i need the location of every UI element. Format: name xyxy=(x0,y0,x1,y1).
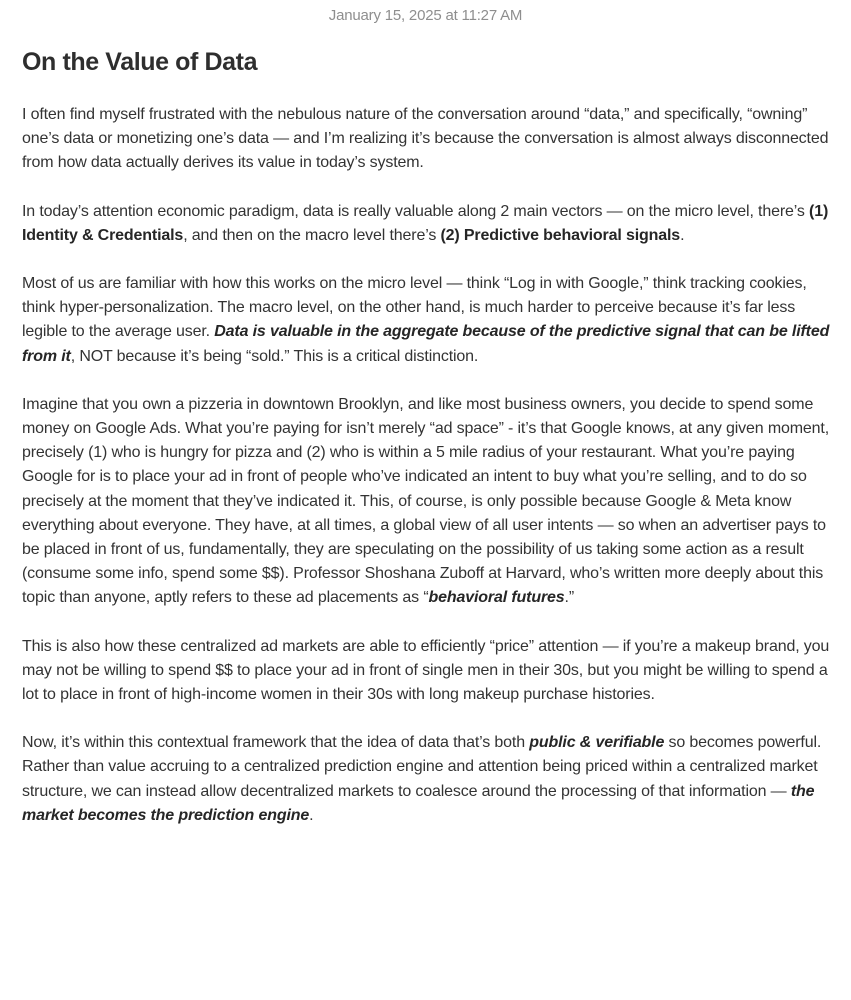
text-run: Most of us are familiar with how this works on the micro level — think “Log in with Google,” think tracking cookies, think hyper-personalization. The macro level, on the other hand, is much harder to perceive because it’s far less legible to the average user. xyxy=(22,275,807,341)
text-run: In today’s attention economic paradigm, data is really valuable along 2 main vectors — on the micro level, there’s xyxy=(22,202,810,220)
text-run: , NOT because it’s being “sold.” This is a critical distinction. xyxy=(70,347,479,365)
paragraph-intro xyxy=(22,103,837,176)
bold-italic-run: public & verifiable xyxy=(529,734,665,752)
bold-italic-run: the market becomes the prediction engine xyxy=(22,782,815,824)
note-title[interactable]: On the Value of Data xyxy=(22,48,258,76)
paragraph-micro-macro xyxy=(22,272,837,369)
bold-run: (1) Identity & Credentials xyxy=(22,202,829,244)
bold-italic-run: Data is valuable in the aggregate because of the predictive signal that can be lifted from it xyxy=(22,323,830,365)
text-run: . xyxy=(309,806,314,824)
text-run: Now, it’s within this contextual framework that the idea of data that’s both xyxy=(22,734,530,752)
note-date: January 15, 2025 at 11:27 AM xyxy=(328,7,523,24)
paragraph-pizzeria xyxy=(22,393,837,611)
text-run: , and then on the macro level there’s xyxy=(183,226,441,244)
text-run: I often find myself frustrated with the nebulous nature of the conversation around “data,” and specifically, “owning” one’s data or monetizing one’s data — and I’m realizing it’s because the conversation is almost always disconnected from how data actually derives its value in today’s system. xyxy=(22,106,829,172)
text-run: . xyxy=(680,226,685,244)
note-body[interactable] xyxy=(22,103,837,828)
bold-run: (2) Predictive behavioral signals xyxy=(440,226,681,244)
text-run: .” xyxy=(564,589,575,607)
text-run: This is also how these centralized ad markets are able to efficiently “price” attention — if you’re a makeup brand, you may not be willing to spend $$ to place your ad in front of single men in their 30s, but you might be willing to spend a lot to place in front of high-income women in their 30s with long makeup purchase histories. xyxy=(22,637,830,704)
paragraph-vectors xyxy=(22,200,837,248)
paragraph-pricing xyxy=(22,635,837,708)
text-run: so becomes powerful. Rather than value accruing to a centralized prediction engine and attention being priced within a centralized market structure, we can instead allow decentralized markets to coalesce around the processing of that information — xyxy=(22,734,822,800)
paragraph-conclusion xyxy=(22,731,837,828)
bold-italic-run: behavioral futures xyxy=(428,589,565,607)
text-run: Imagine that you own a pizzeria in downtown Brooklyn, and like most business owners, you decide to spend some money on Google Ads. What you’re paying for isn’t merely “ad space” - it’s that Google knows, at any given moment, precisely (1) who is hungry for pizza and (2) who is within a 5 mile radius of your restaurant. What you’re paying Google for is to place your ad in front of people who’ve indicated an intent to buy what you’re selling, and to do so precisely at the moment that they’ve indicated it. This, of course, is only possible because Google & Meta know everything about everyone. They have, at all times, a global view of all user intents — so when an advertiser pays to be placed in front of us, fundamentally, they are speculating on the possibility of us taking some action as a result (consume some info, spend some $$). Professor Shoshana Zuboff at Harvard, who’s written more deeply about this topic than anyone, aptly refers to these ad placements as “ xyxy=(22,395,830,607)
